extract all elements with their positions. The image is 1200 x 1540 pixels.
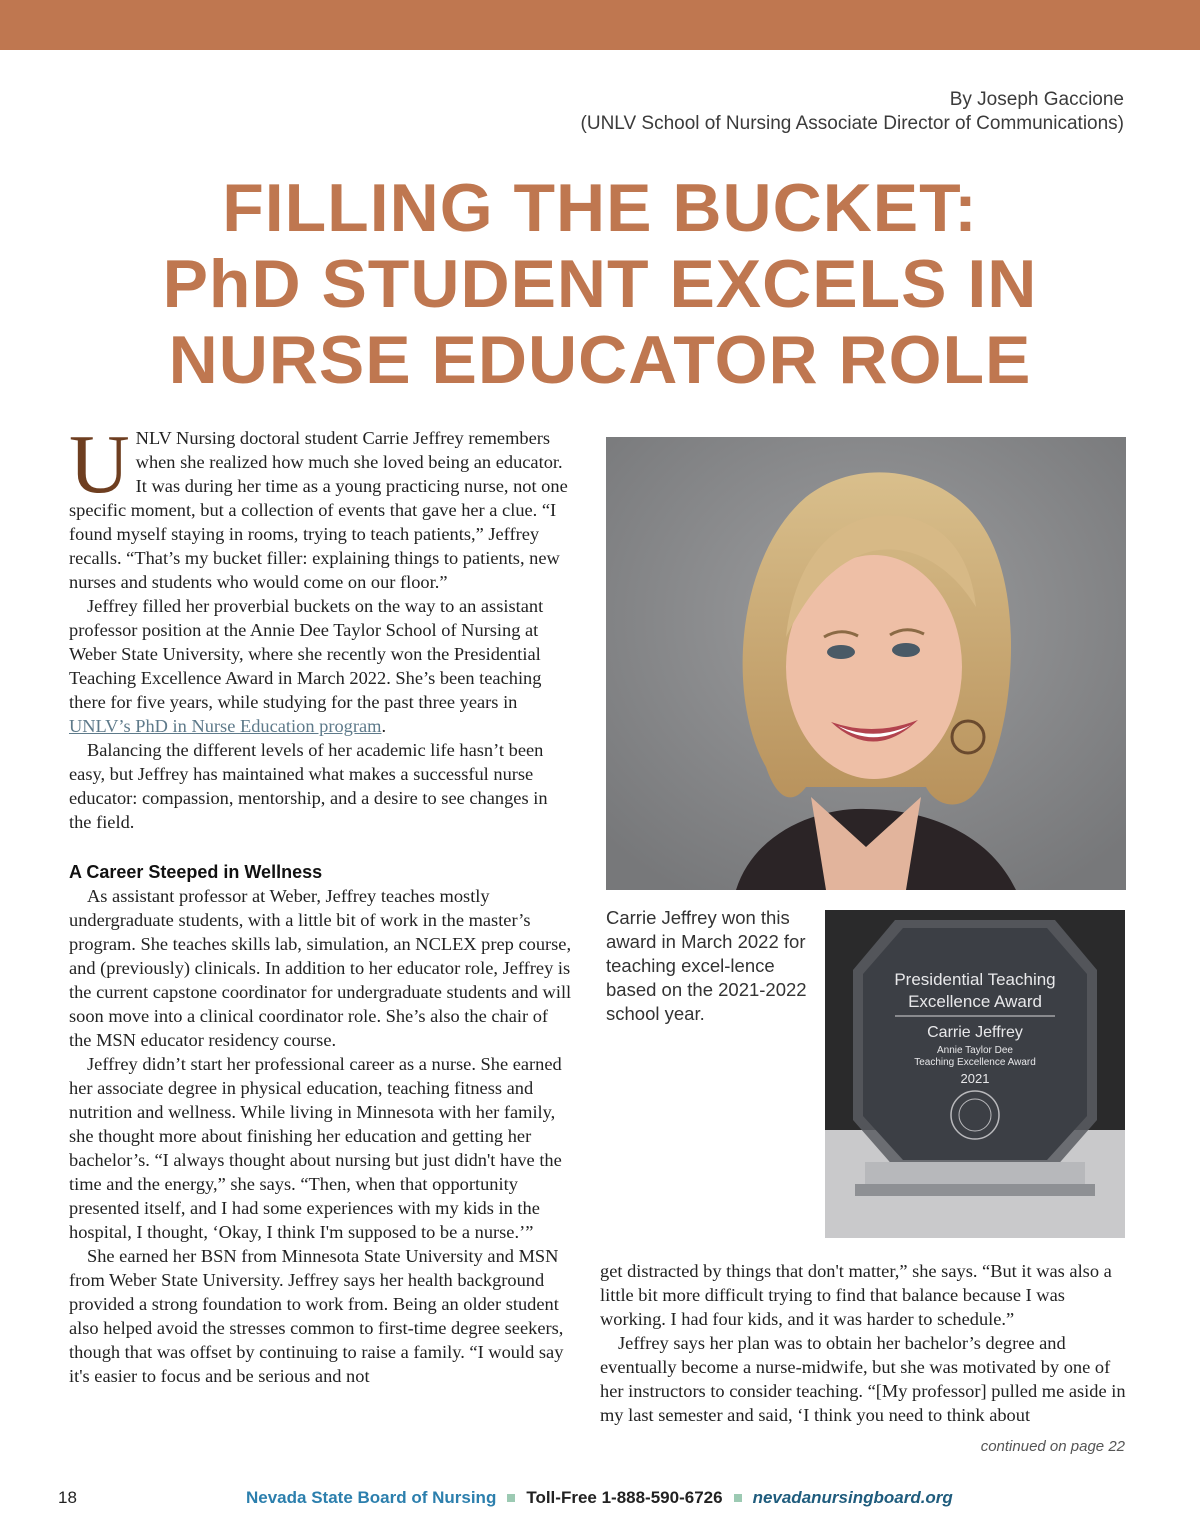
byline-author: By Joseph Gaccione xyxy=(949,89,1124,110)
paragraph-2-end: . xyxy=(381,716,387,736)
continued-note: continued on page 22 xyxy=(980,1438,1125,1455)
article-left-column xyxy=(69,418,573,1388)
page-footer xyxy=(0,1488,1200,1514)
square-separator-icon xyxy=(507,1494,515,1502)
byline-role: (UNLV School of Nursing Associate Director of Communications) xyxy=(580,113,1124,134)
top-color-bar xyxy=(0,0,1200,50)
section-subhead: A Career Steeped in Wellness xyxy=(69,862,323,882)
portrait-illustration xyxy=(606,437,1126,890)
headline-line-1: FILLING THE BUCKET: xyxy=(222,170,978,246)
footer-website-link[interactable]: nevadanursingboard.org xyxy=(752,1488,953,1507)
award-line-2: Excellence Award xyxy=(908,992,1042,1011)
article-paragraph-5: Jeffrey didn’t start her professional career as a nurse. She earned her associate degree in physical education, teaching fitness and nutrition and wellness. While living in Minnesota with her family, she thought more about finishing her education and getting her bachelor’s. “I always thought about nursing but just didn't have the time and the energy,” she says. “Then, when that opportunity presented itself, and I had some experiences with my kids in the hospital, I thought, ‘Okay, I think I'm supposed to be a nurse.’” xyxy=(69,1054,562,1242)
article-paragraph-3: Balancing the different levels of her academic life hasn’t been easy, but Jeffrey has maintained what makes a successful nurse educator: compassion, mentorship, and a desire to see changes in the field. xyxy=(69,740,548,832)
article-paragraph-4: As assistant professor at Weber, Jeffrey teaches mostly undergraduate students, with a little bit of work in the master’s program. She teaches skills lab, simulation, an NCLEX prep course, and (previously) clinicals. In addition to her educator role, Jeffrey is the current capstone coordinator for undergraduate students and will soon move into a clinical coordinator role. She’s also the chair of the MSN educator residency course. xyxy=(69,886,572,1050)
square-separator-icon xyxy=(734,1494,742,1502)
award-sub-2: Teaching Excellence Award xyxy=(914,1057,1036,1068)
award-photo xyxy=(825,910,1125,1238)
article-paragraph-8: Jeffrey says her plan was to obtain her bachelor’s degree and eventually become a nurse-midwife, but she was motivated by one of her instructors to consider teaching. “[My professor] pulled me aside in my last semester and said, ‘I think you need to think about xyxy=(600,1333,1126,1425)
portrait-photo xyxy=(606,437,1126,890)
phd-program-link[interactable]: UNLV’s PhD in Nurse Education program xyxy=(69,716,382,736)
drop-cap: U xyxy=(69,418,130,511)
award-sub-1: Annie Taylor Dee xyxy=(937,1045,1013,1056)
article-paragraph-7: get distracted by things that don't matter,” she says. “But it was also a little bit more difficult trying to find that balance because I was working. I had four kids, and it was harder to schedule.” xyxy=(600,1261,1112,1329)
paragraph-2-text: Jeffrey filled her proverbial buckets on the way to an assistant professor position at the Annie Dee Taylor School of Nursing at Weber State University, where she recently won the Presidential Teaching Excellence Award in March 2022. She’s been teaching there for five years, while studying for the past three years in xyxy=(69,596,544,712)
article-paragraph-6: She earned her BSN from Minnesota State University and MSN from Weber State University. Jeffrey says her health background provided a strong foundation to work from. Being an older student also helped avoid the stresses common to first-time degree seekers, though that was offset by continuing to raise a family. “I would say it's easier to focus and be serious and not xyxy=(69,1246,564,1386)
headline xyxy=(40,170,1160,398)
footer-phone: Toll-Free 1-888-590-6726 xyxy=(526,1488,723,1507)
page-number: 18 xyxy=(58,1488,77,1507)
headline-line-3: NURSE EDUCATOR ROLE xyxy=(168,322,1032,398)
photo-caption: Carrie Jeffrey won this award in March 2022 for teaching excel-lence based on the 2021-2022 school year. xyxy=(606,907,807,1024)
article-paragraph-2 xyxy=(69,594,573,738)
byline xyxy=(581,88,1124,136)
headline-line-2: PhD STUDENT EXCELS IN xyxy=(162,246,1038,322)
award-line-1: Presidential Teaching xyxy=(894,970,1056,989)
paragraph-1-text: NLV Nursing doctoral student Carrie Jeffrey remembers when she realized how much she loved being an educator. It was during her time as a young practicing nurse, not one specific moment, but a collection of events that gave her a clue. “I found myself staying in rooms, trying to teach patients,” Jeffrey recalls. “That’s my bucket filler: explaining things to patients, new nurses and students who would come on our floor.” xyxy=(69,428,568,592)
award-year: 2021 xyxy=(960,1071,990,1086)
award-recipient: Carrie Jeffrey xyxy=(927,1024,1023,1041)
footer-org: Nevada State Board of Nursing xyxy=(246,1488,497,1507)
article-paragraph-1 xyxy=(69,418,573,594)
article-right-column xyxy=(600,1259,1126,1427)
award-illustration xyxy=(825,910,1125,1238)
footer-center xyxy=(246,1488,953,1508)
